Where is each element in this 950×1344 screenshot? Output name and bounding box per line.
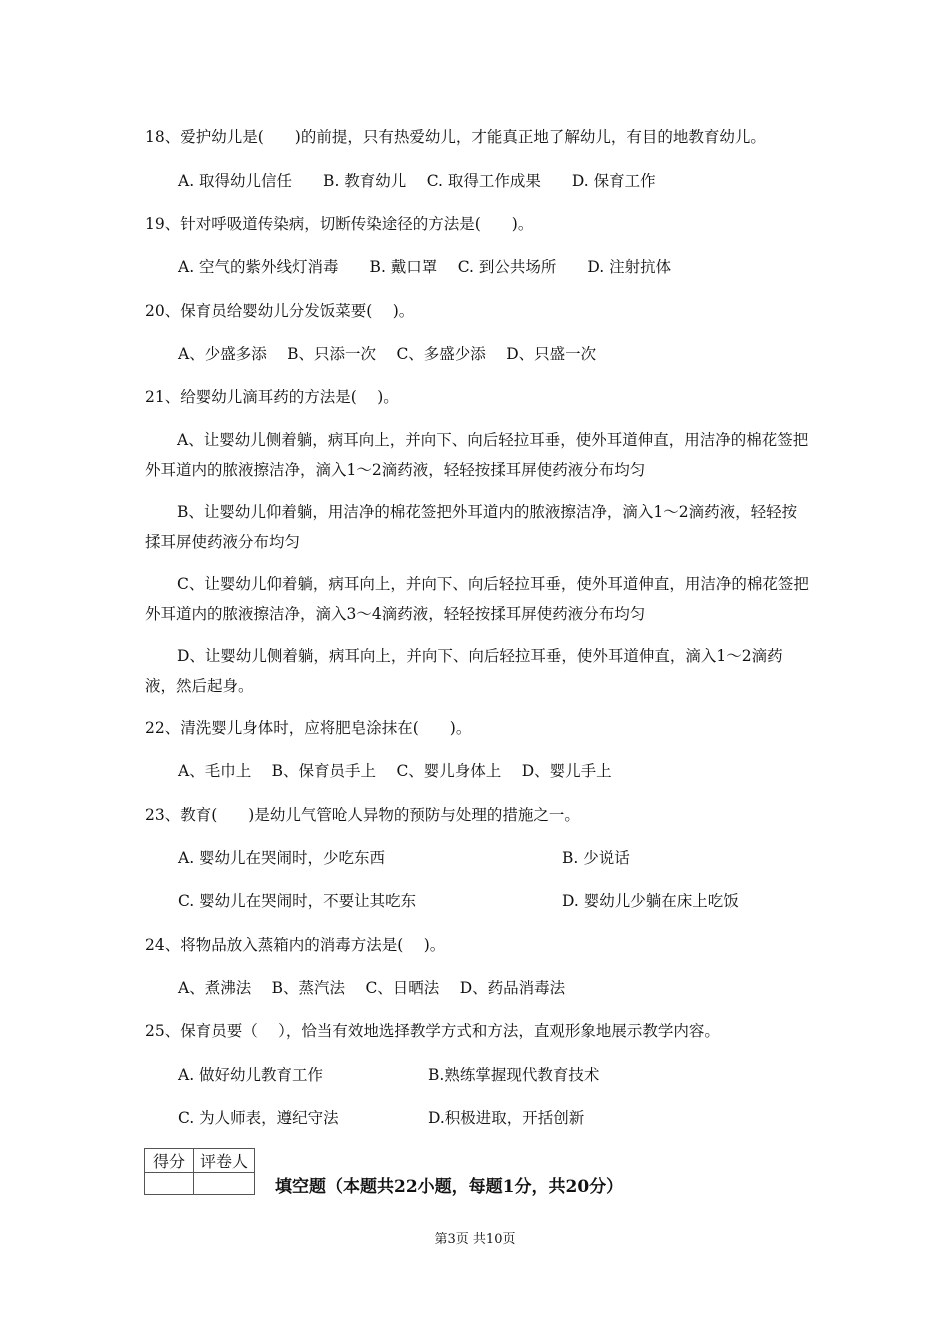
question-19-stem: 19、针对呼吸道传染病，切断传染途径的方法是( )。 <box>145 215 534 233</box>
reviewer-header: 评卷人 <box>194 1149 255 1173</box>
question-25-option-d: D.积极进取，开括创新 <box>428 1109 585 1127</box>
question-19-options: A. 空气的紫外线灯消毒 B. 戴口罩 C. 到公共场所 D. 注射抗体 <box>178 258 672 276</box>
question-25-option-c: C. 为人师表，遵纪守法 <box>178 1109 339 1127</box>
question-21-option-b: B、让婴幼儿仰着躺，用洁净的棉花签把外耳道内的脓液擦洁净，滴入1～2滴药液，轻轻按揉耳屏使药液分布均匀 <box>145 503 798 551</box>
question-25-option-a: A. 做好幼儿教育工作 <box>178 1066 324 1084</box>
question-21-option-c: C、让婴幼儿仰着躺，病耳向上，并向下、向后轻拉耳垂，使外耳道伸直，用洁净的棉花签把外耳道内的脓液擦洁净，滴入3～4滴药液，轻轻按揉耳屏使药液分布均匀 <box>145 575 809 623</box>
question-23-option-c: C. 婴幼儿在哭闹时，不要让其吃东 <box>178 892 417 910</box>
question-21-stem: 21、给婴幼儿滴耳药的方法是( )。 <box>145 388 399 406</box>
question-22-options: A、毛巾上 B、保育员手上 C、婴儿身体上 D、婴儿手上 <box>178 762 612 780</box>
score-table <box>144 1148 255 1195</box>
question-20-options: A、少盛多添 B、只添一次 C、多盛少添 D、只盛一次 <box>178 345 597 363</box>
question-18-stem: 18、爱护幼儿是( )的前提，只有热爱幼儿，才能真正地了解幼儿，有目的地教育幼儿。 <box>145 128 766 146</box>
question-24-options: A、煮沸法 B、蒸汽法 C、日晒法 D、药品消毒法 <box>178 979 566 997</box>
question-22-stem: 22、清洗婴儿身体时，应将肥皂涂抹在( )。 <box>145 719 472 737</box>
question-21-option-a: A、让婴幼儿侧着躺，病耳向上，并向下、向后轻拉耳垂，使外耳道伸直，用洁净的棉花签把外耳道内的脓液擦洁净，滴入1～2滴药液，轻轻按揉耳屏使药液分布均匀 <box>145 431 809 479</box>
question-23-option-b: B. 少说话 <box>562 849 630 867</box>
reviewer-cell <box>194 1173 255 1195</box>
score-cell <box>145 1173 194 1195</box>
question-21-option-d: D、让婴幼儿侧着躺，病耳向上，并向下、向后轻拉耳垂，使外耳道伸直，滴入1～2滴药液，然后起身。 <box>145 647 783 695</box>
score-header: 得分 <box>145 1149 194 1173</box>
question-25-stem: 25、保育员要（ ），恰当有效地选择教学方式和方法，直观形象地展示教学内容。 <box>145 1022 720 1040</box>
question-23-option-d: D. 婴幼儿少躺在床上吃饭 <box>562 892 739 910</box>
question-25-option-b: B.熟练掌握现代教育技术 <box>428 1066 600 1084</box>
question-20-stem: 20、保育员给婴幼儿分发饭菜要( )。 <box>145 302 415 320</box>
question-23-stem: 23、教育( )是幼儿气管呛人异物的预防与处理的措施之一。 <box>145 806 580 824</box>
section-title: 填空题（本题共22小题，每题1分，共20分） <box>275 1177 624 1197</box>
question-23-option-a: A. 婴幼儿在哭闹时，少吃东西 <box>178 849 386 867</box>
question-18-options: A. 取得幼儿信任 B. 教育幼儿 C. 取得工作成果 D. 保育工作 <box>178 172 656 190</box>
question-24-stem: 24、将物品放入蒸箱内的消毒方法是( )。 <box>145 936 446 954</box>
page-footer: 第3页 共10页 <box>434 1232 516 1247</box>
